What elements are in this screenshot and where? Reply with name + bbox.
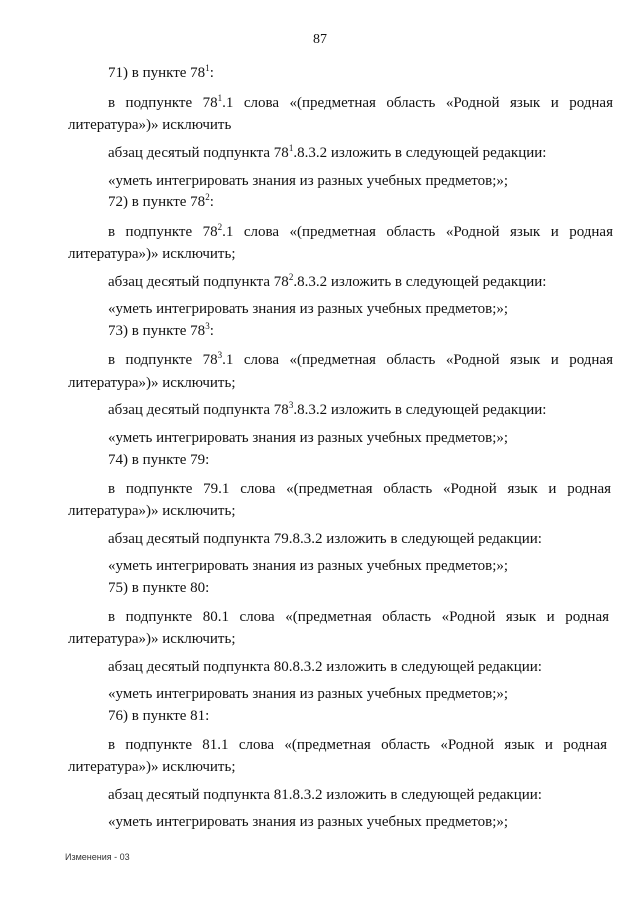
section-74-paragraph-1-continuation: литература»)» исключить; xyxy=(68,503,236,519)
section-72-paragraph-3: «уметь интегрировать знания из разных учебных предметов;»; xyxy=(108,301,509,317)
section-74-heading: 74) в пункте 79: xyxy=(108,452,210,468)
section-76-heading: 76) в пункте 81: xyxy=(108,708,210,724)
section-73-paragraph-1-continuation: литература»)» исключить; xyxy=(68,375,236,391)
page-number: 87 xyxy=(313,32,327,47)
section-71-paragraph-1: в подпункте $78^1.1$ слова «(предметная область «Родной язык и родная xyxy=(108,93,613,111)
section-76-paragraph-2: абзац десятый подпункта 81.8.3.2 изложить в следующей редакции: xyxy=(108,787,542,803)
section-75-heading: 75) в пункте 80: xyxy=(108,580,210,596)
section-74-paragraph-1: в подпункте 79.1 слова «(предметная область «Родной язык и родная xyxy=(108,481,611,497)
section-74-paragraph-2: абзац десятый подпункта 79.8.3.2 изложить в следующей редакции: xyxy=(108,531,542,547)
section-75-paragraph-2: абзац десятый подпункта 80.8.3.2 изложить в следующей редакции: xyxy=(108,659,542,675)
section-72-heading: 72) в пункте $78^2$: xyxy=(108,192,214,210)
section-75-paragraph-3: «уметь интегрировать знания из разных учебных предметов;»; xyxy=(108,686,509,702)
section-75-paragraph-1-continuation: литература»)» исключить; xyxy=(68,631,236,647)
section-73-paragraph-2: абзац десятый подпункта $78^3.8.3.2$ изложить в следующей редакции: xyxy=(108,400,547,418)
section-71-paragraph-2: абзац десятый подпункта $78^1.8.3.2$ изложить в следующей редакции: xyxy=(108,143,547,161)
section-72-paragraph-1-continuation: литература»)» исключить; xyxy=(68,246,236,262)
section-76-paragraph-1-continuation: литература»)» исключить; xyxy=(68,759,236,775)
section-71-heading: 71) в пункте $78^1$: xyxy=(108,63,214,81)
section-73-paragraph-1: в подпункте $78^3.1$ слова «(предметная область «Родной язык и родная xyxy=(108,350,613,368)
section-73-paragraph-3: «уметь интегрировать знания из разных учебных предметов;»; xyxy=(108,430,509,446)
section-73-heading: 73) в пункте $78^3$: xyxy=(108,321,214,339)
section-76-paragraph-3: «уметь интегрировать знания из разных учебных предметов;»; xyxy=(108,814,509,830)
section-74-paragraph-3: «уметь интегрировать знания из разных учебных предметов;»; xyxy=(108,558,509,574)
footer-label: Изменения - 03 xyxy=(65,852,130,862)
section-72-paragraph-2: абзац десятый подпункта $78^2.8.3.2$ изложить в следующей редакции: xyxy=(108,272,547,290)
section-71-paragraph-3: «уметь интегрировать знания из разных учебных предметов;»; xyxy=(108,173,509,189)
section-76-paragraph-1: в подпункте 81.1 слова «(предметная область «Родной язык и родная xyxy=(108,737,607,753)
section-72-paragraph-1: в подпункте $78^2.1$ слова «(предметная область «Родной язык и родная xyxy=(108,222,613,240)
section-71-paragraph-1-continuation: литература»)» исключить xyxy=(68,117,232,133)
section-75-paragraph-1: в подпункте 80.1 слова «(предметная область «Родной язык и родная xyxy=(108,609,609,625)
